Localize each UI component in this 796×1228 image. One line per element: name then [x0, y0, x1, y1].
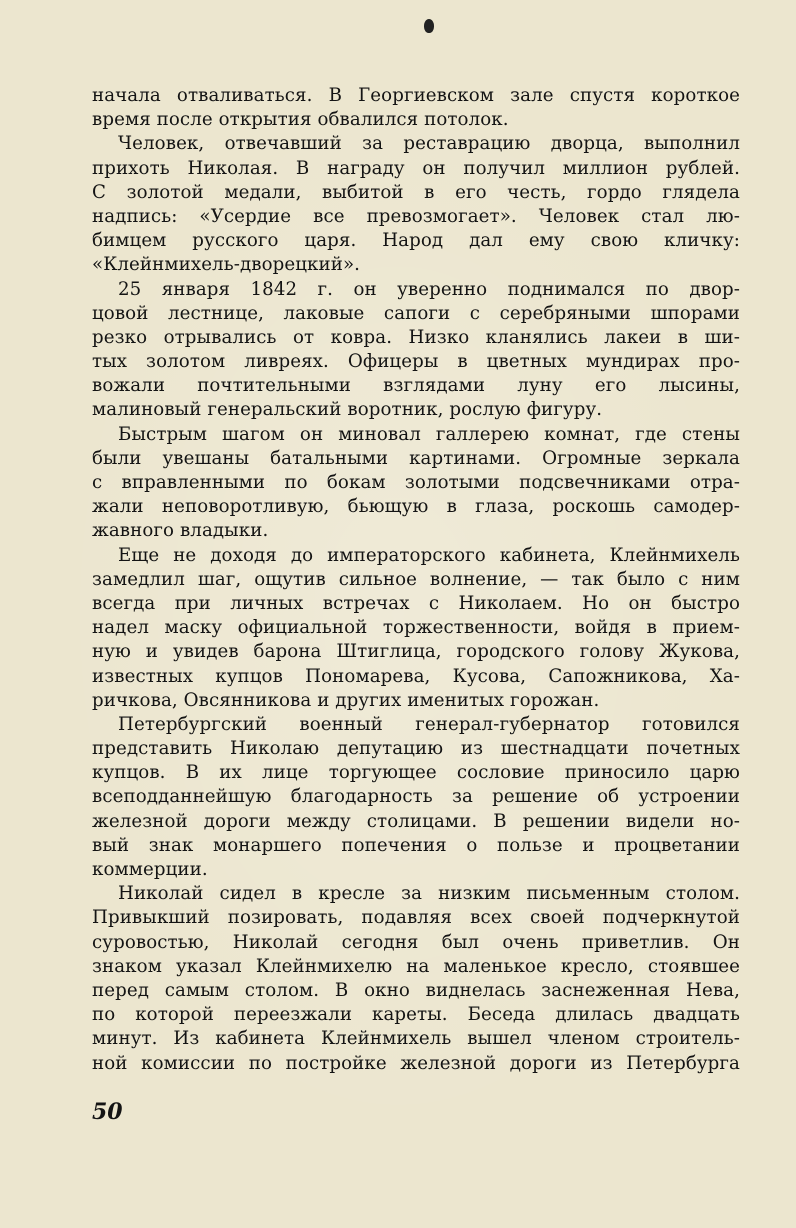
- text-line: «Клейнмихель-дворецкий».: [92, 254, 361, 276]
- text-line: ную и увидев барона Штиглица, городского голову Жукова,: [92, 641, 740, 663]
- text-line: резко отрывались от ковра. Низко кланялись лакеи в ши-: [92, 326, 740, 348]
- text-line: цовой лестнице, лаковые сапоги с серебряными шпорами: [92, 302, 740, 324]
- text-line: перед самым столом. В окно виднелась заснеженная Нева,: [92, 979, 740, 1001]
- text-line: время после открытия обвалился потолок.: [92, 109, 509, 131]
- text-line: ной комиссии по постройке железной дороги из Петербурга: [92, 1052, 740, 1074]
- text-line: всегда при личных встречах с Николаем. Но он быстро: [92, 592, 740, 614]
- text-line: минут. Из кабинета Клейнмихель вышел членом строитель-: [92, 1028, 740, 1050]
- body-text: [92, 84, 740, 1076]
- text-line: жали неповоротливую, бьющую в глаза, роскошь самодер-: [92, 496, 740, 518]
- text-line: С золотой медали, выбитой в его честь, гордо глядела: [92, 181, 740, 203]
- text-line: тых золотом ливреях. Офицеры в цветных мундирах про-: [92, 351, 740, 373]
- text-line: с вправленными по бокам золотыми подсвечниками отра-: [92, 472, 740, 493]
- text-line: вожали почтительными взглядами луну его лысины,: [92, 375, 740, 397]
- text-line: купцов. В их лице торгующее сословие приносило царю: [92, 762, 740, 784]
- text-line: ричкова, Овсянникова и других именитых горожан.: [92, 689, 600, 711]
- text-line: железной дороги между столицами. В решении видели но-: [92, 810, 740, 832]
- text-line: Николай сидел в кресле за низким письменным столом.: [118, 883, 740, 905]
- text-line: малиновый генеральский воротник, рослую фигуру.: [92, 399, 603, 421]
- text-line: надпись: «Усердие все превозмогает». Человек стал лю-: [92, 205, 740, 227]
- text-line: надел маску официальной торжественности, войдя в прием-: [92, 617, 740, 639]
- text-line: жавного владыки.: [92, 520, 269, 542]
- text-line: Привыкший позировать, подавляя всех своей подчеркнутой: [92, 907, 740, 929]
- text-line: суровостью, Николай сегодня был очень приветлив. Он: [92, 931, 740, 953]
- text-line: известных купцов Пономарева, Кусова, Сапожникова, Ха-: [92, 665, 740, 687]
- text-line: по которой переезжали кареты. Беседа длилась двадцать: [92, 1004, 740, 1026]
- text-line: Быстрым шагом он миновал галлерею комнат, где стены: [118, 423, 740, 445]
- text-line: бимцем русского царя. Народ дал ему свою кличку:: [92, 230, 740, 252]
- text-line: Петербургский военный генерал-губернатор готовился: [118, 713, 740, 735]
- text-line: вый знак монаршего попечения о пользе и процветании: [92, 834, 740, 856]
- text-line: Человек, отвечавший за реставрацию дворца, выполнил: [118, 133, 740, 155]
- text-line: знаком указал Клейнмихелю на маленькое кресло, стоявшее: [92, 955, 740, 977]
- ink-mark: [424, 19, 434, 33]
- text-line: коммерции.: [92, 859, 208, 880]
- text-line: замедлил шаг, ощутив сильное волнение, — так было с ним: [92, 568, 740, 590]
- text-line: Еще не доходя до императорского кабинета, Клейнмихель: [118, 544, 740, 566]
- text-line: прихоть Николая. В награду он получил миллион рублей.: [92, 157, 740, 179]
- text-line: всеподданнейшую благодарность за решение об устроении: [92, 786, 740, 808]
- text-line: представить Николаю депутацию из шестнадцати почетных: [92, 738, 740, 760]
- text-line: 25 января 1842 г. он уверенно поднимался по двор-: [118, 278, 740, 300]
- page-number: 50: [92, 1099, 123, 1125]
- text-line: были увешаны батальными картинами. Огромные зеркала: [92, 447, 740, 469]
- text-line: начала отваливаться. В Георгиевском зале спустя короткое: [92, 85, 740, 106]
